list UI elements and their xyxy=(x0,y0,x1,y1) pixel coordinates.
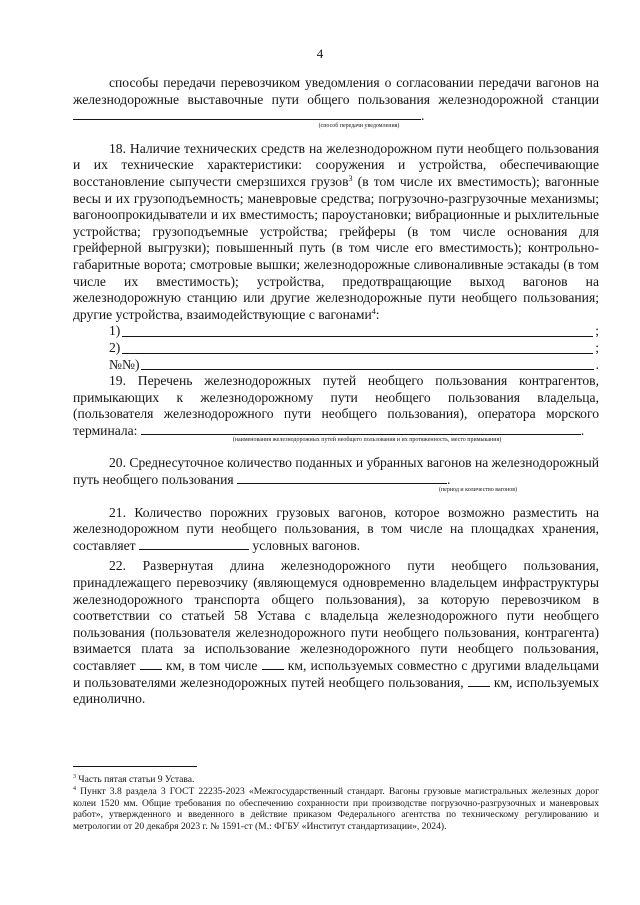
item-19-contractor-tracks xyxy=(73,373,599,439)
track-length-total-blank[interactable] xyxy=(140,658,162,670)
item-22-text-c: км, используемых совместно с другими владельцами и пользователями железнодорожных путей необщего пользования, xyxy=(73,658,600,690)
equipment-line-1-end: ; xyxy=(595,323,599,339)
paragraph-notice-text: способы передачи перевозчиком уведомления о согласовании передачи вагонов на железнодорожные выставочные пути общего пользования железнодорожной станции xyxy=(73,75,599,107)
item-22-text-b: км, в том числе xyxy=(165,658,258,673)
equipment-line-n-end: . xyxy=(595,356,599,372)
item-21-text-a: 21. Количество порожних грузовых вагонов, которое возможно разместить на железнодорожном пути необщего пользования, в том числе на площадках хранения, составляет xyxy=(73,504,599,553)
item-18-text-c: : xyxy=(375,306,380,322)
paragraph-notice-end: . xyxy=(421,108,425,124)
footnote-ref-3[interactable]: 3 xyxy=(348,173,353,183)
item-18-technical-equipment xyxy=(73,141,599,324)
footnote-4-text: Пункт 3.8 раздела 3 ГОСТ 22235-2023 «Межгосударственный стандарт. Вагоны грузовые магистральных железных дорог колеи 1520 мм. Общие требования по обеспечению сохранности при производстве погрузочно-разгрузочных и маневровых работ», утвержденного и введенного в действие приказом Федерального агентства по техническому регулированию и метрологии от 20 декабря 2023 г. № 1591-ст (М.: ФГБУ «Институт стандартизации», 2024). xyxy=(73,785,600,833)
equipment-line-n-label: №№) xyxy=(109,356,140,372)
contractor-tracks-caption: (наименования железнодорожных путей необщего пользования и их протяженность, место примыкания) xyxy=(232,437,502,444)
item-21-text-b: условных вагонов. xyxy=(252,537,361,553)
equipment-line-2 xyxy=(73,340,599,357)
footnote-3 xyxy=(73,774,599,786)
item-20-text: 20. Среднесуточное количество поданных и убранных вагонов на железнодорожный путь необщего пользования xyxy=(73,455,599,488)
track-length-shared-blank[interactable] xyxy=(262,658,284,670)
equipment-line-1-label: 1) xyxy=(109,323,121,339)
footnote-separator xyxy=(73,766,197,767)
equipment-line-n-blank[interactable] xyxy=(141,358,593,370)
item-19-end: . xyxy=(580,422,585,438)
footnote-3-number: 3 xyxy=(73,774,76,780)
item-18-text-a: 18. Наличие технических средств на железнодорожном пути необщего пользования и их технические характеристики: сооружения и устройства, обеспечивающие восстановление сыпучести смерзшихся грузов xyxy=(73,140,599,189)
item-19-text: 19. Перечень железнодорожных путей необщего пользования контрагентов, примыкающих к железнодорожному пути необщего пользования владельца, (пользователя железнодорожного пути необщего пользования), оператора морского терминала: xyxy=(73,373,599,438)
equipment-line-2-blank[interactable] xyxy=(122,342,593,354)
item-20-end: . xyxy=(447,472,451,488)
notice-method-blank[interactable] xyxy=(73,108,421,120)
equipment-line-2-label: 2) xyxy=(109,339,121,355)
equipment-line-2-end: ; xyxy=(595,339,599,355)
daily-wagons-caption: (период и количество вагонов) xyxy=(438,486,518,493)
notice-method-caption: (способ передачи уведомления) xyxy=(318,122,400,129)
item-20-daily-wagons xyxy=(73,455,599,488)
item-22-text-a: 22. Развернутая длина железнодорожного пути необщего пользования, принадлежащего перевозчику (являющемуся одновременно владельцем инфраструктуры железнодорожного транспорта общего пользования), за которую перевозчиком в соответствии со статьей 58 Устава с владельца железнодорожного пути необщего пользования (пользователя железнодорожного пути необщего пользования, контрагента) взимается плата за использование железнодорожного пути необщего пользования, составляет xyxy=(73,558,599,673)
footnote-ref-4[interactable]: 4 xyxy=(371,306,376,316)
item-18-text-b: (в том числе их вместимость); вагонные весы и их грузоподъемность; маневровые средства; погрузочно-разгрузочные механизмы; вагоноопрокидыватели и их вместимость; пароустановки; вибрационные и рыхлительные устройства; грузоподъемные устройства; грейферы (в том числе основания для грейферной выгрузки); повышенный путь (в том числе его вместимость); контрольно-габаритные ворота; смотровые вышки; железнодорожные сливоналивные эстакады (в том числе их вместимость); устройства, предотвращающие выход вагонов на железнодорожную станцию или другие железнодорожные пути необщего пользования; другие устройства, взаимодействующие с вагонами xyxy=(73,173,600,322)
item-22-track-length xyxy=(73,558,599,707)
item-22-text-d: км, используемых единолично. xyxy=(73,674,599,707)
paragraph-notice-methods xyxy=(73,75,599,125)
daily-wagons-blank[interactable] xyxy=(237,472,447,484)
empty-wagons-blank[interactable] xyxy=(139,538,249,550)
footnote-4-number: 4 xyxy=(73,785,76,792)
track-length-exclusive-blank[interactable] xyxy=(468,675,490,687)
equipment-line-1-blank[interactable] xyxy=(122,325,593,337)
equipment-line-n xyxy=(73,357,599,374)
footnotes xyxy=(73,774,599,833)
contractor-tracks-blank[interactable] xyxy=(141,423,581,435)
item-21-empty-wagons xyxy=(73,505,599,555)
page-number: 4 xyxy=(316,46,324,61)
footnote-3-text: Часть пятая статьи 9 Устава. xyxy=(78,774,195,785)
document-body xyxy=(73,75,599,708)
footnote-4 xyxy=(73,786,599,833)
equipment-line-1 xyxy=(73,323,599,340)
